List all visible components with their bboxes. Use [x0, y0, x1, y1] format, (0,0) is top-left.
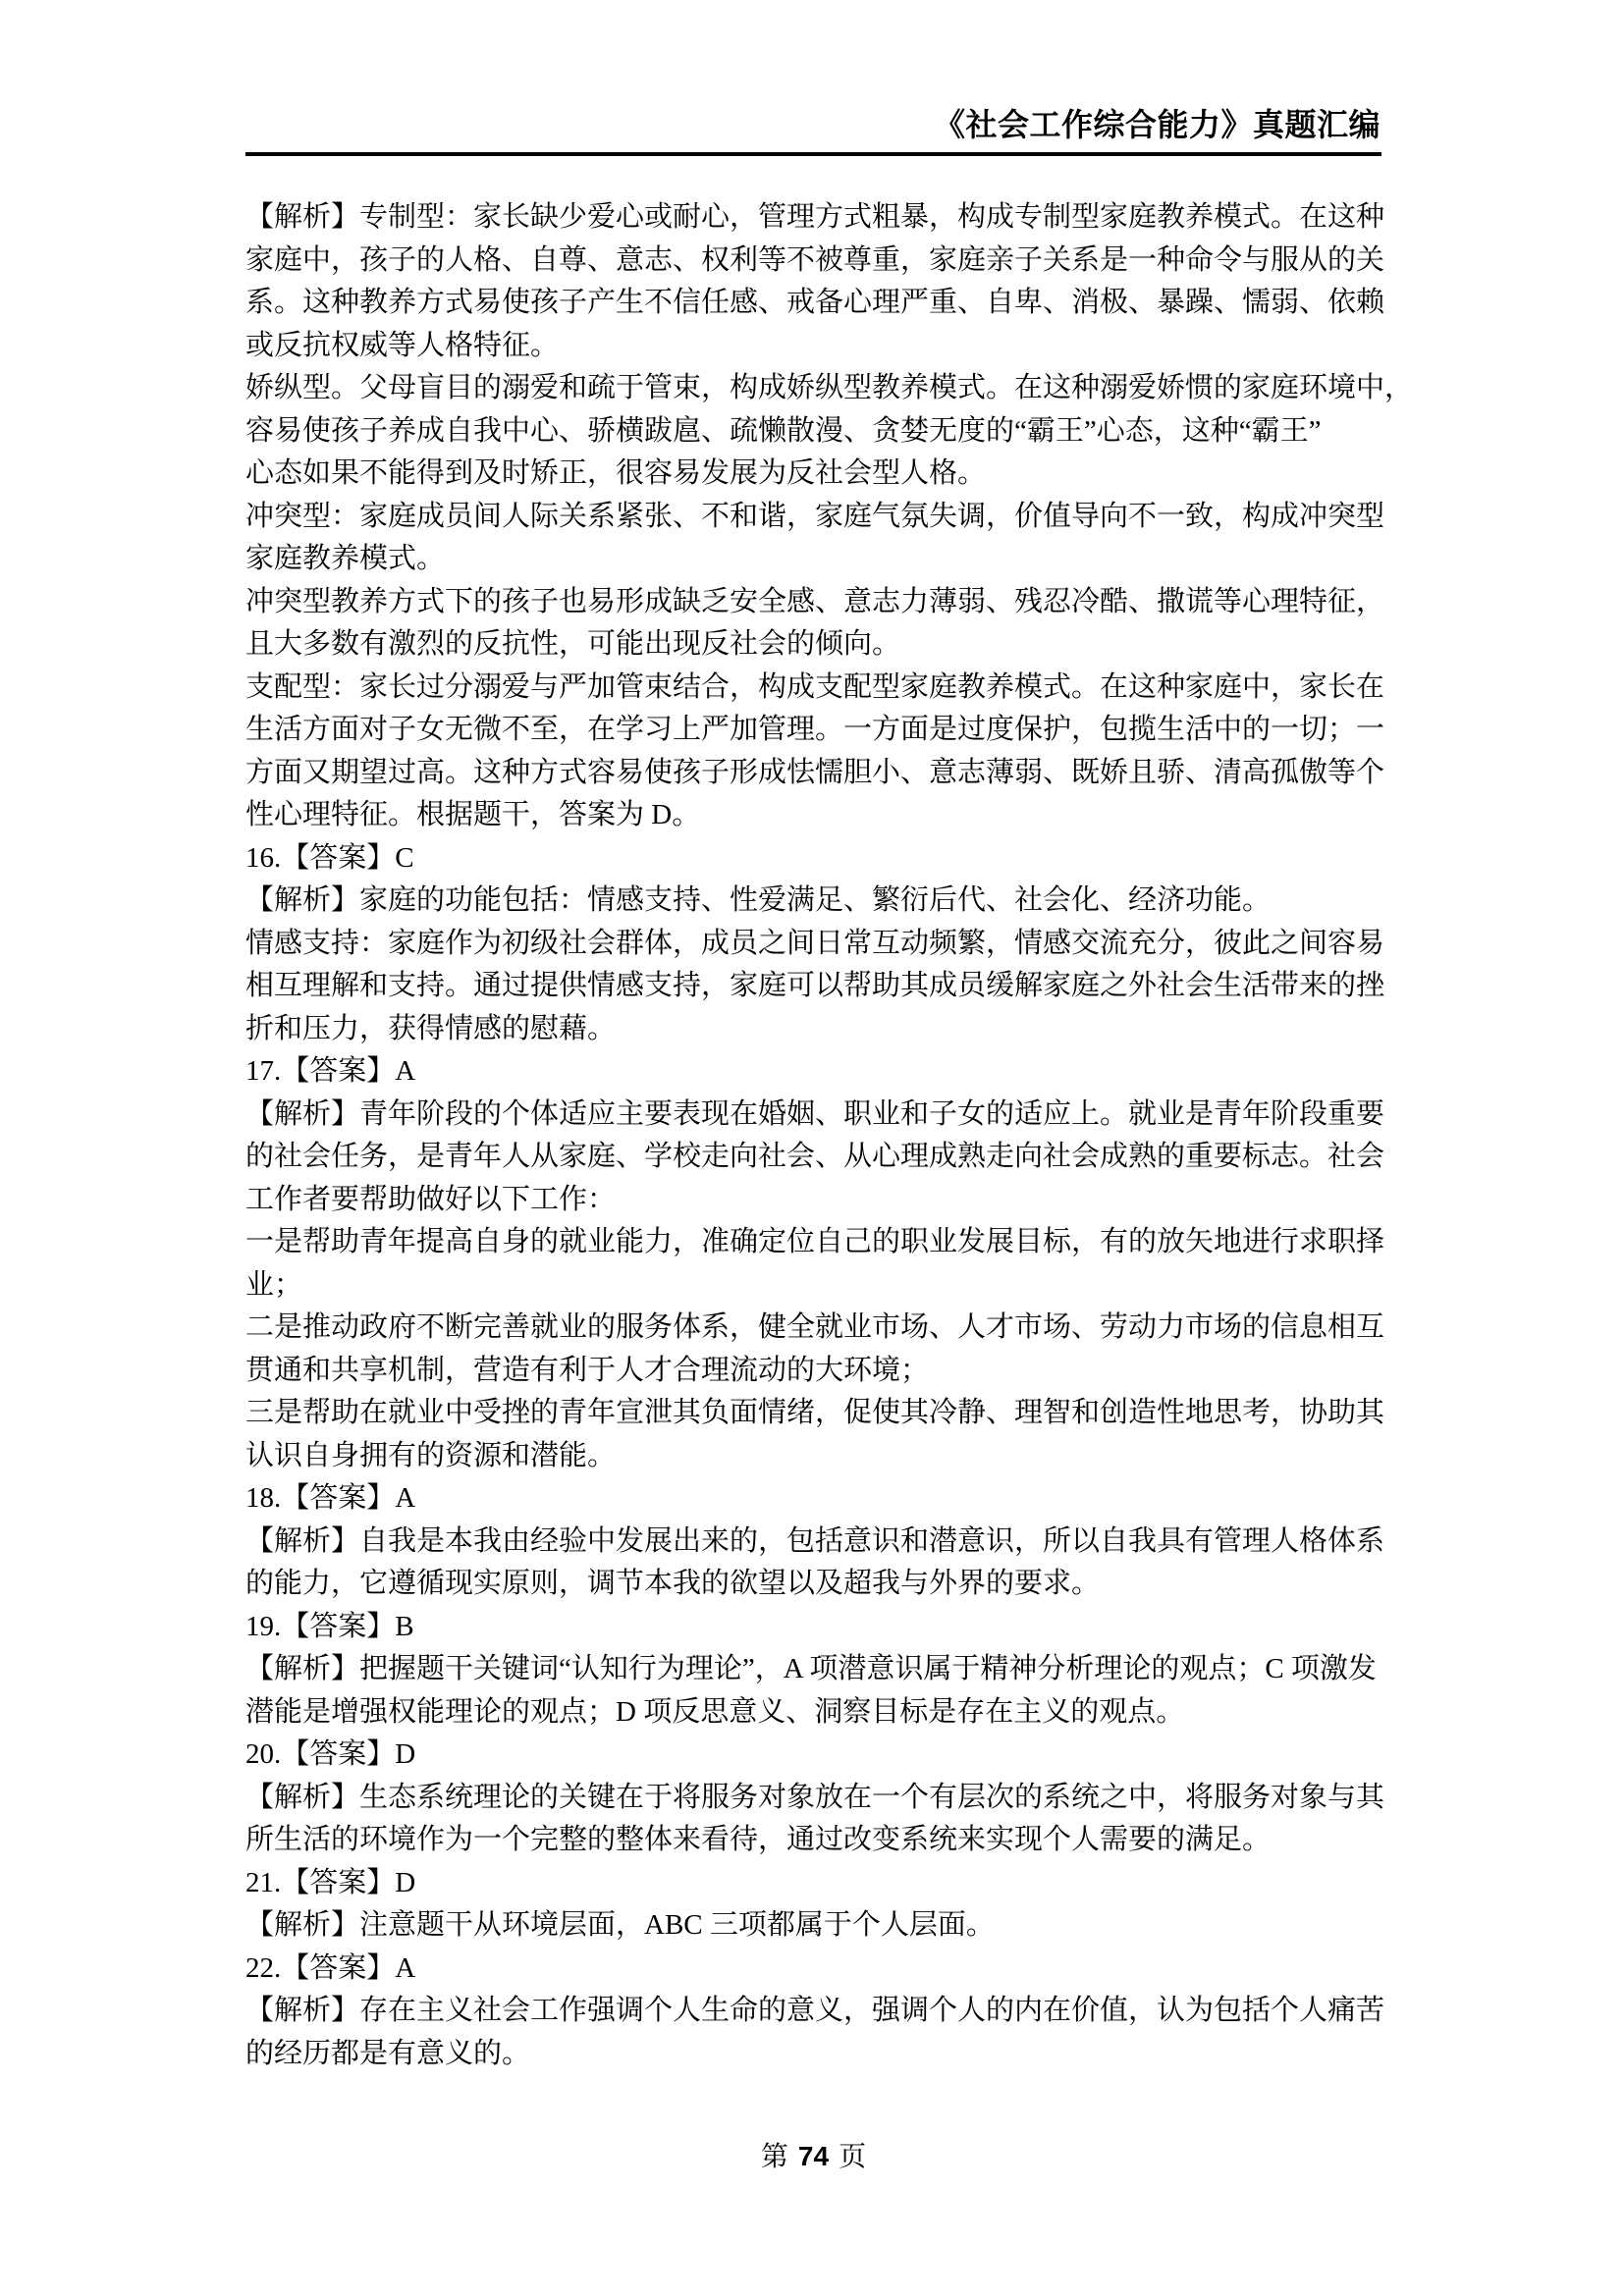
body-line: 【解析】自我是本我由经验中发展出来的，包括意识和潜意识，所以自我具有管理人格体系: [245, 1524, 1385, 1557]
body-line: 且大多数有激烈的反抗性，可能出现反社会的倾向。: [245, 628, 901, 660]
page-number-suffix: 页: [839, 2142, 867, 2172]
body-line: 容易使孩子养成自我中心、骄横跋扈、疏懒散漫、贪婪无度的“霸王”心态，这种“霸王”: [245, 414, 1322, 447]
body-line: 【解析】青年阶段的个体适应主要表现在婚姻、职业和子女的适应上。就业是青年阶段重要: [245, 1097, 1385, 1130]
body-line: 相互理解和支持。通过提供情感支持，家庭可以帮助其成员缓解家庭之外社会生活带来的挫: [245, 970, 1385, 1001]
body-line: 所生活的环境作为一个完整的整体来看待，通过改变系统来实现个人需要的满足。: [245, 1824, 1272, 1855]
body-line: 【解析】生态系统理论的关键在于将服务对象放在一个有层次的系统之中，将服务对象与其: [245, 1781, 1385, 1813]
body-line: 的社会任务，是青年人从家庭、学校走向社会、从心理成熟走向社会成熟的重要标志。社会: [245, 1141, 1385, 1172]
body-line: 支配型：家长过分溺爱与严加管束结合，构成支配型家庭教养模式。在这种家庭中，家长在: [245, 670, 1385, 703]
body-line: 家庭教养模式。: [245, 543, 446, 574]
body-line: 系。这种教养方式易使孩子产生不信任感、戒备心理严重、自卑、消极、暴躁、懦弱、依赖: [245, 287, 1385, 318]
header-rule: [245, 152, 1381, 156]
page-footer: [245, 2140, 1381, 2174]
body-line: 一是帮助青年提高自身的就业能力，准确定位自己的职业发展目标，有的放矢地进行求职择: [245, 1226, 1385, 1257]
body-line: 心态如果不能得到及时矫正，很容易发展为反社会型人格。: [245, 457, 987, 489]
body-line: 潜能是增强权能理论的观点；D 项反思意义、洞察目标是存在主义的观点。: [245, 1695, 1185, 1728]
body-line: 三是帮助在就业中受挫的青年宣泄其负面情绪，促使其冷静、理智和创造性地思考，协助其: [245, 1397, 1385, 1428]
body-line: 折和压力，获得情感的慰藉。: [245, 1012, 617, 1044]
body-line: 22.【答案】A: [245, 1951, 416, 1984]
body-line: 娇纵型。父母盲目的溺爱和疏于管束，构成娇纵型教养模式。在这种溺爱娇惯的家庭环境中，: [245, 372, 1414, 403]
body-line: 18.【答案】A: [245, 1482, 416, 1514]
body-line: 21.【答案】D: [245, 1866, 416, 1898]
body-line: 方面又期望过高。这种方式容易使孩子形成怯懦胆小、意志薄弱、既娇且骄、清高孤傲等个: [245, 756, 1385, 788]
body-line: 冲突型：家庭成员间人际关系紧张、不和谐，家庭气氛失调，价值导向不一致，构成冲突型: [245, 500, 1385, 532]
body-line: 【解析】把握题干关键词“认知行为理论”，A 项潜意识属于精神分析理论的观点；C 项激发: [245, 1653, 1377, 1684]
body-line: 的能力，它遵循现实原则，调节本我的欲望以及超我与外界的要求。: [245, 1568, 1101, 1599]
body-line: 19.【答案】B: [245, 1610, 414, 1642]
body-line: 【解析】家庭的功能包括：情感支持、性爱满足、繁衍后代、社会化、经济功能。: [245, 884, 1272, 916]
body-line: 贯通和共享机制，营造有利于人才合理流动的大环境；: [245, 1354, 930, 1386]
body-line: 【解析】注意题干从环境层面，ABC 三项都属于个人层面。: [245, 1909, 995, 1941]
body-line: 【解析】存在主义社会工作强调个人生命的意义，强调个人的内在价值，认为包括个人痛苦: [245, 1995, 1385, 2026]
body-line: 性心理特征。根据题干，答案为 D。: [245, 799, 701, 830]
body-text: [245, 196, 1414, 2075]
body-line: 情感支持：家庭作为初级社会群体，成员之间日常互动频繁，情感交流充分，彼此之间容易: [245, 927, 1385, 959]
body-line: 业；: [245, 1268, 303, 1301]
body-line: 二是推动政府不断完善就业的服务体系，健全就业市场、人才市场、劳动力市场的信息相互: [245, 1311, 1385, 1343]
body-line: 或反抗权威等人格特征。: [245, 329, 560, 361]
body-line: 工作者要帮助做好以下工作：: [245, 1183, 617, 1215]
body-line: 20.【答案】D: [245, 1738, 416, 1770]
header-title: 《社会工作综合能力》真题汇编: [933, 107, 1380, 142]
page-number: 74: [797, 2141, 830, 2171]
body-line: 冲突型教养方式下的孩子也易形成缺乏安全感、意志力薄弱、残忍冷酷、撒谎等心理特征，: [245, 585, 1385, 617]
body-line: 认识自身拥有的资源和潜能。: [245, 1439, 617, 1471]
body-line: 17.【答案】A: [245, 1055, 416, 1087]
body-line: 生活方面对子女无微不至，在学习上严加管理。一方面是过度保护，包揽生活中的一切；一: [245, 714, 1385, 745]
page-number-prefix: 第: [760, 2142, 788, 2172]
body-line: 家庭中，孩子的人格、自尊、意志、权利等不被尊重，家庭亲子关系是一种命令与服从的关: [245, 243, 1385, 276]
body-line: 16.【答案】C: [245, 841, 414, 874]
body-line: 的经历都是有意义的。: [245, 2037, 531, 2069]
body-line: 【解析】专制型：家长缺少爱心或耐心，管理方式粗暴，构成专制型家庭教养模式。在这种: [245, 201, 1385, 233]
